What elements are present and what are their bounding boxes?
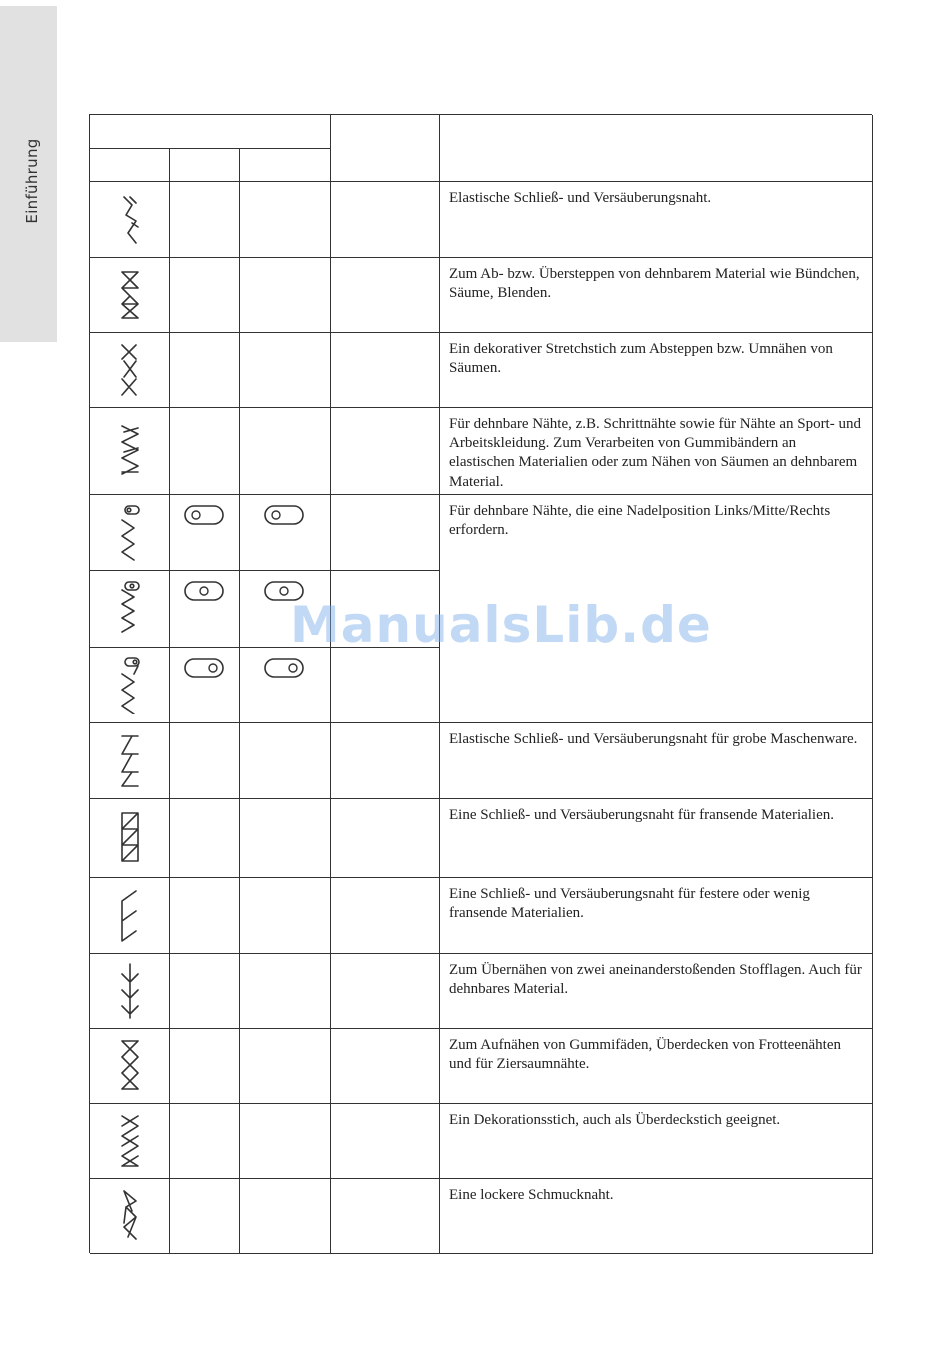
table-cell-col4	[331, 648, 440, 723]
header-sub-cell-1	[90, 149, 170, 182]
header-sub-cell-2	[170, 149, 240, 182]
stitch-description-cell: Elastische Schließ- und Versäuberungsnaht für grobe Maschenware.	[440, 723, 873, 799]
header-description-cell	[440, 115, 873, 182]
stitch-symbol-cell	[90, 495, 170, 571]
stitch-symbol-cell	[90, 258, 170, 333]
table-cell-col3	[240, 878, 331, 954]
stitch-symbol-cell	[90, 723, 170, 799]
stitch-table	[89, 114, 872, 1253]
needle-position-center-icon	[184, 580, 226, 602]
stitch-symbol-cell	[90, 648, 170, 723]
table-cell-col2	[170, 408, 240, 495]
table-cell-col3	[240, 954, 331, 1029]
decorative-cover-stitch-icon	[118, 1112, 142, 1170]
table-cell-col3	[240, 1104, 331, 1179]
table-cell-col2	[170, 799, 240, 878]
table-cell-col4	[331, 799, 440, 878]
stitch-description-cell: Eine Schließ- und Versäuberungsnaht für fransende Materialien.	[440, 799, 873, 878]
stitch-description-cell: Zum Aufnähen von Gummifäden, Überdecken von Frotteenähten und für Ziersaumnähte.	[440, 1029, 873, 1104]
table-cell-col4	[331, 1029, 440, 1104]
stitch-description-cell: Ein dekorativer Stretchstich zum Absteppen bzw. Umnähen von Säumen.	[440, 333, 873, 408]
table-cell-col4	[331, 1179, 440, 1254]
stitch-description-cell: Für dehnbare Nähte, z.B. Schrittnähte sowie für Nähte an Sport- und Arbeitskleidung. Zum Verarbeiten von Gummibändern an elastischen Materialien oder zum Nähen von Säumen an dehnbarem Material.	[440, 408, 873, 495]
header-group-cell	[90, 115, 331, 149]
stitch-symbol-cell	[90, 1104, 170, 1179]
stitch-description-cell: Elastische Schließ- und Versäuberungsnaht.	[440, 182, 873, 258]
overlock-fraying-stitch-icon	[118, 809, 142, 867]
table-cell-col4	[331, 495, 440, 571]
stitch-symbol-cell	[90, 878, 170, 954]
stitch-description-cell: Zum Ab- bzw. Übersteppen von dehnbarem Material wie Bündchen, Säume, Blenden.	[440, 258, 873, 333]
elastic-overlock-stitch-icon	[118, 191, 142, 249]
stitch-symbol-cell	[90, 182, 170, 258]
stretch-stitch-right-icon	[118, 656, 142, 714]
stitch-description-cell: Zum Übernähen von zwei aneinanderstoßenden Stofflagen. Auch für dehnbares Material.	[440, 954, 873, 1029]
table-cell-col4	[331, 1104, 440, 1179]
stitch-symbol-cell	[90, 954, 170, 1029]
table-cell-col3	[240, 799, 331, 878]
table-cell-col3	[240, 1029, 331, 1104]
table-cell-col3	[240, 408, 331, 495]
table-cell-col3	[240, 1179, 331, 1254]
stitch-description-cell: Eine lockere Schmucknaht.	[440, 1179, 873, 1254]
cross-stitch-icon	[118, 1037, 142, 1095]
table-cell-col2	[170, 258, 240, 333]
needle-position-left-icon	[184, 504, 226, 526]
table-cell-col2	[170, 495, 240, 571]
table-cell-col2	[170, 723, 240, 799]
table-cell-col2	[170, 878, 240, 954]
stitch-symbol-cell	[90, 1029, 170, 1104]
stitch-symbol-cell	[90, 408, 170, 495]
feather-stitch-icon	[118, 962, 142, 1020]
table-cell-col4	[331, 408, 440, 495]
stitch-symbol-cell	[90, 1179, 170, 1254]
table-cell-col3	[240, 182, 331, 258]
table-cell-col2	[170, 1104, 240, 1179]
table-cell-col3	[240, 258, 331, 333]
table-cell-col3	[240, 723, 331, 799]
stitch-symbol-cell	[90, 799, 170, 878]
table-cell-col2	[170, 1029, 240, 1104]
stitch-symbol-cell	[90, 333, 170, 408]
ornamental-stitch-icon	[118, 1187, 142, 1245]
table-cell-col4	[331, 258, 440, 333]
chapter-tab	[0, 6, 57, 342]
stretch-stitch-left-icon	[118, 504, 142, 562]
table-cell-col2	[170, 954, 240, 1029]
table-cell-col3	[240, 495, 331, 571]
watermark: ManualsLib.de	[290, 596, 712, 654]
header-cell-4	[331, 115, 440, 182]
decorative-stretch-stitch-icon	[118, 341, 142, 399]
table-cell-col2	[170, 648, 240, 723]
table-cell-col4	[331, 182, 440, 258]
stretch-topstitch-icon	[118, 266, 142, 324]
table-cell-col4	[331, 878, 440, 954]
table-cell-col3	[240, 333, 331, 408]
needle-position-right-icon	[184, 657, 226, 679]
table-cell-col3	[240, 648, 331, 723]
table-cell-col2	[170, 182, 240, 258]
stitch-description-cell: Ein Dekorationsstich, auch als Überdeckstich geeignet.	[440, 1104, 873, 1179]
stretch-stitch-center-icon	[118, 580, 142, 638]
table-cell-col4	[331, 723, 440, 799]
table-cell-col2	[170, 571, 240, 648]
table-cell-col2	[170, 1179, 240, 1254]
needle-position-right-icon	[264, 657, 306, 679]
needle-position-left-icon	[264, 504, 306, 526]
table-cell-col2	[170, 333, 240, 408]
triple-zigzag-stitch-icon	[118, 422, 142, 480]
stitch-description-cell: Für dehnbare Nähte, die eine Nadelposition Links/Mitte/Rechts erfordern.	[440, 495, 873, 723]
table-cell-col4	[331, 954, 440, 1029]
header-sub-cell-3	[240, 149, 331, 182]
table-cell-col4	[331, 333, 440, 408]
knit-overlock-stitch-icon	[118, 732, 142, 790]
stitch-description-cell: Eine Schließ- und Versäuberungsnaht für festere oder wenig fransende Materialien.	[440, 878, 873, 954]
stitch-symbol-cell	[90, 571, 170, 648]
overlock-firm-stitch-icon	[118, 887, 142, 945]
chapter-tab-label: Einführung	[23, 138, 41, 224]
